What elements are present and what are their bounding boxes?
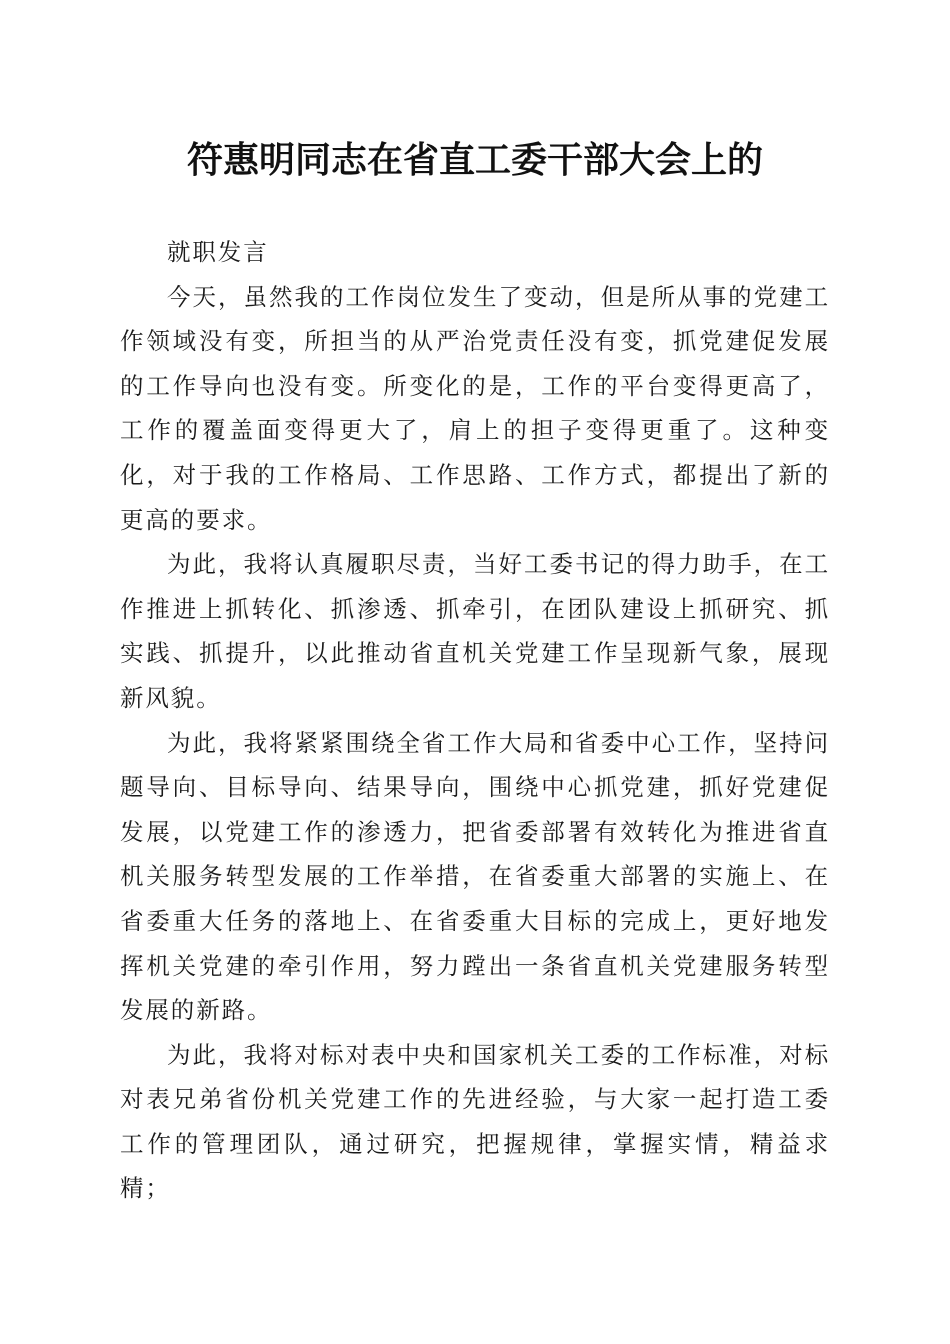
paragraph: 为此，我将对标对表中央和国家机关工委的工作标准，对标对表兄弟省份机关党建工作的先进经验，与大家一起打造工委工作的管理团队，通过研究，把握规律，掌握实情，精益求精； [120,1040,830,1203]
paragraph-subtitle: 就职发言 [167,238,269,266]
paragraph: 为此，我将认真履职尽责，当好工委书记的得力助手，在工作推进上抓转化、抓渗透、抓牵引，在团队建设上抓研究、抓实践、抓提升，以此推动省直机关党建工作呈现新气象，展现新风貌。 [120,550,830,712]
document-title: 符惠明同志在省直工委干部大会上的 [186,139,763,181]
paragraph: 今天，虽然我的工作岗位发生了变动，但是所从事的党建工作领域没有变，所担当的从严治党责任没有变，抓党建促发展的工作导向也没有变。所变化的是，工作的平台变得更高了，工作的覆盖面变得更大了，肩上的担子变得更重了。这种变化，对于我的工作格局、工作思路、工作方式，都提出了新的更高的要求。 [120,282,830,534]
paragraph: 为此，我将紧紧围绕全省工作大局和省委中心工作，坚持问题导向、目标导向、结果导向，围绕中心抓党建，抓好党建促发展，以党建工作的渗透力，把省委部署有效转化为推进省直机关服务转型发展的工作举措，在省委重大部署的实施上、在省委重大任务的落地上、在省委重大目标的完成上，更好地发挥机关党建的牵引作用，努力蹚出一条省直机关党建服务转型发展的新路。 [120,728,830,1025]
document-body [120,230,830,1211]
